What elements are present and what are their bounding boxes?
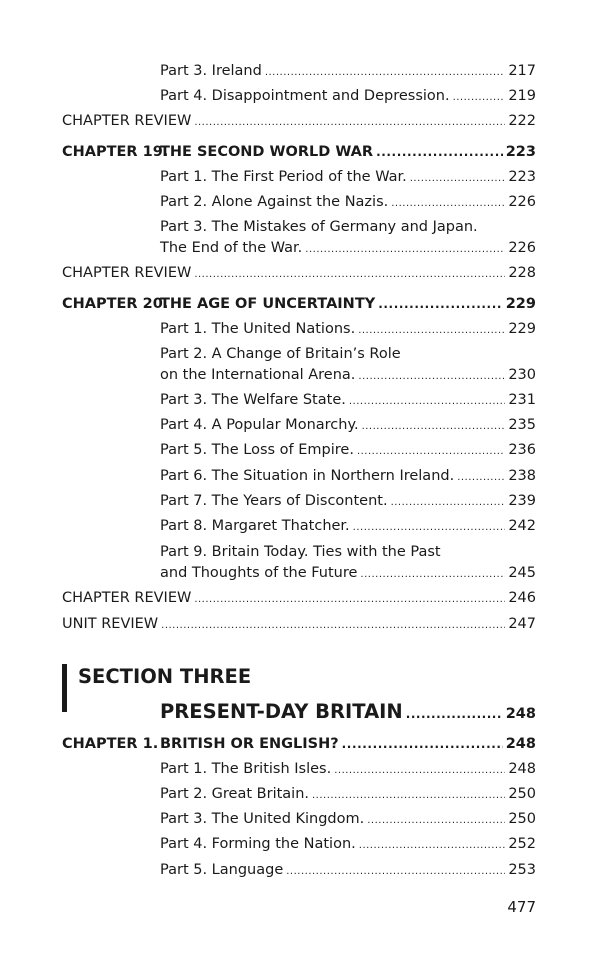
entry-label: Part 5. The Loss of Empire. [160, 442, 354, 458]
section-heading [160, 698, 536, 728]
entry-page: 231 [508, 392, 536, 408]
entry-label: CHAPTER REVIEW [62, 113, 192, 129]
entry-label: Part 1. The First Period of the War. [160, 169, 407, 185]
chapter-page: 229 [505, 296, 536, 312]
entry-label: and Thoughts of the Future [160, 565, 358, 581]
dot-leader [286, 862, 505, 882]
entry-label: on the International Arena. [160, 367, 356, 383]
entry-page: 222 [508, 113, 536, 129]
toc-entry [160, 415, 536, 437]
chapter-number: CHAPTER 19. [62, 144, 169, 160]
toc-entry [160, 834, 536, 856]
toc-entry [160, 86, 536, 108]
toc-entry [62, 263, 536, 285]
toc-entry [160, 809, 536, 831]
entry-label: The End of the War. [160, 240, 303, 256]
chapter-page: 223 [505, 144, 536, 160]
entry-label: Part 5. Language [160, 862, 284, 878]
entry-page: 252 [508, 836, 536, 852]
dot-leader [265, 63, 505, 83]
chapter-heading [62, 734, 536, 754]
entry-page: 219 [508, 88, 536, 104]
toc-entry [160, 860, 536, 882]
entry-label: Part 7. The Years of Discontent. [160, 493, 388, 509]
entry-page: 226 [508, 240, 536, 256]
entry-label: Part 1. The British Isles. [160, 761, 332, 777]
dot-leader [194, 590, 505, 610]
toc-entry [160, 563, 536, 585]
dot-leader [367, 811, 505, 831]
dot-leader [457, 468, 505, 488]
entry-label: Part 4. Disappointment and Depression. [160, 88, 450, 104]
entry-page: 235 [508, 417, 536, 433]
entry-label: Part 3. The Welfare State. [160, 392, 346, 408]
dot-leader [391, 194, 505, 214]
entry-label: Part 2. Alone Against the Nazis. [160, 194, 389, 210]
entry-label: Part 4. A Popular Monarchy. [160, 417, 359, 433]
entry-page: 230 [508, 367, 536, 383]
dot-leader [334, 761, 505, 781]
toc-entry [160, 390, 536, 412]
dot-leader [342, 734, 503, 754]
chapter-title: BRITISH OR ENGLISH? [160, 736, 339, 752]
chapter-number: CHAPTER 1. [62, 736, 159, 752]
toc-entry [160, 365, 536, 387]
entry-page: 228 [508, 265, 536, 281]
entry-label: Part 3. Ireland [160, 63, 262, 79]
toc-entry [160, 466, 536, 488]
entry-first-line: Part 3. The Mistakes of Germany and Japan. [160, 219, 478, 235]
section-title: PRESENT-DAY BRITAIN [160, 700, 403, 723]
entry-label: CHAPTER REVIEW [62, 590, 192, 606]
dot-leader [161, 616, 505, 636]
chapter-heading [62, 294, 536, 314]
section-label: SECTION THREE [78, 665, 252, 688]
entry-page: 242 [508, 518, 536, 534]
dot-leader [194, 113, 505, 133]
entry-page: 245 [508, 565, 536, 581]
dot-leader [194, 265, 505, 285]
dot-leader [312, 786, 505, 806]
entry-page: 247 [508, 616, 536, 632]
dot-leader [305, 240, 505, 260]
entry-label: Part 1. The United Nations. [160, 321, 356, 337]
dot-leader [378, 294, 503, 314]
entry-page: 238 [508, 468, 536, 484]
dot-leader [410, 169, 506, 189]
toc-entry [160, 238, 536, 260]
toc-entry [62, 614, 536, 636]
toc-entry [160, 61, 536, 83]
dot-leader [349, 392, 505, 412]
toc-entry [62, 111, 536, 133]
entry-label: Part 6. The Situation in Northern Ireland. [160, 468, 455, 484]
chapter-title: THE SECOND WORLD WAR [160, 144, 374, 160]
entry-label: Part 4. Forming the Nation. [160, 836, 356, 852]
entry-page: 239 [508, 493, 536, 509]
entry-first-line: Part 9. Britain Today. Ties with the Past [160, 544, 441, 560]
dot-leader [357, 442, 505, 462]
dot-leader [358, 321, 505, 341]
section-page: 248 [505, 706, 536, 722]
entry-label: Part 2. Great Britain. [160, 786, 309, 802]
page-number: 477 [507, 898, 536, 916]
dot-leader [362, 417, 506, 437]
entry-page: 229 [508, 321, 536, 337]
chapter-title: THE AGE OF UNCERTAINTY [160, 296, 376, 312]
entry-page: 250 [508, 786, 536, 802]
toc-entry [160, 167, 536, 189]
dot-leader [376, 142, 503, 162]
entry-page: 250 [508, 811, 536, 827]
entry-page: 223 [508, 169, 536, 185]
toc-entry [160, 440, 536, 462]
toc-entry [160, 491, 536, 513]
toc-entry [160, 759, 536, 781]
chapter-heading [62, 142, 536, 162]
chapter-number: CHAPTER 20. [62, 296, 169, 312]
entry-first-line: Part 2. A Change of Britain’s Role [160, 346, 401, 362]
dot-leader [453, 88, 506, 108]
dot-leader [353, 518, 506, 538]
entry-label: UNIT REVIEW [62, 616, 159, 632]
dot-leader [406, 700, 503, 728]
dot-leader [391, 493, 506, 513]
toc-entry [160, 319, 536, 341]
entry-page: 217 [508, 63, 536, 79]
dot-leader [359, 836, 506, 856]
entry-page: 248 [508, 761, 536, 777]
dot-leader [360, 565, 505, 585]
section-bar [62, 664, 67, 712]
entry-label: CHAPTER REVIEW [62, 265, 192, 281]
entry-page: 236 [508, 442, 536, 458]
entry-page: 253 [508, 862, 536, 878]
toc-entry [62, 588, 536, 610]
entry-label: Part 8. Margaret Thatcher. [160, 518, 350, 534]
toc-entry [160, 784, 536, 806]
entry-page: 246 [508, 590, 536, 606]
toc-entry [160, 192, 536, 214]
entry-page: 226 [508, 194, 536, 210]
entry-label: Part 3. The United Kingdom. [160, 811, 365, 827]
dot-leader [358, 367, 505, 387]
chapter-page: 248 [505, 736, 536, 752]
toc-entry [160, 516, 536, 538]
